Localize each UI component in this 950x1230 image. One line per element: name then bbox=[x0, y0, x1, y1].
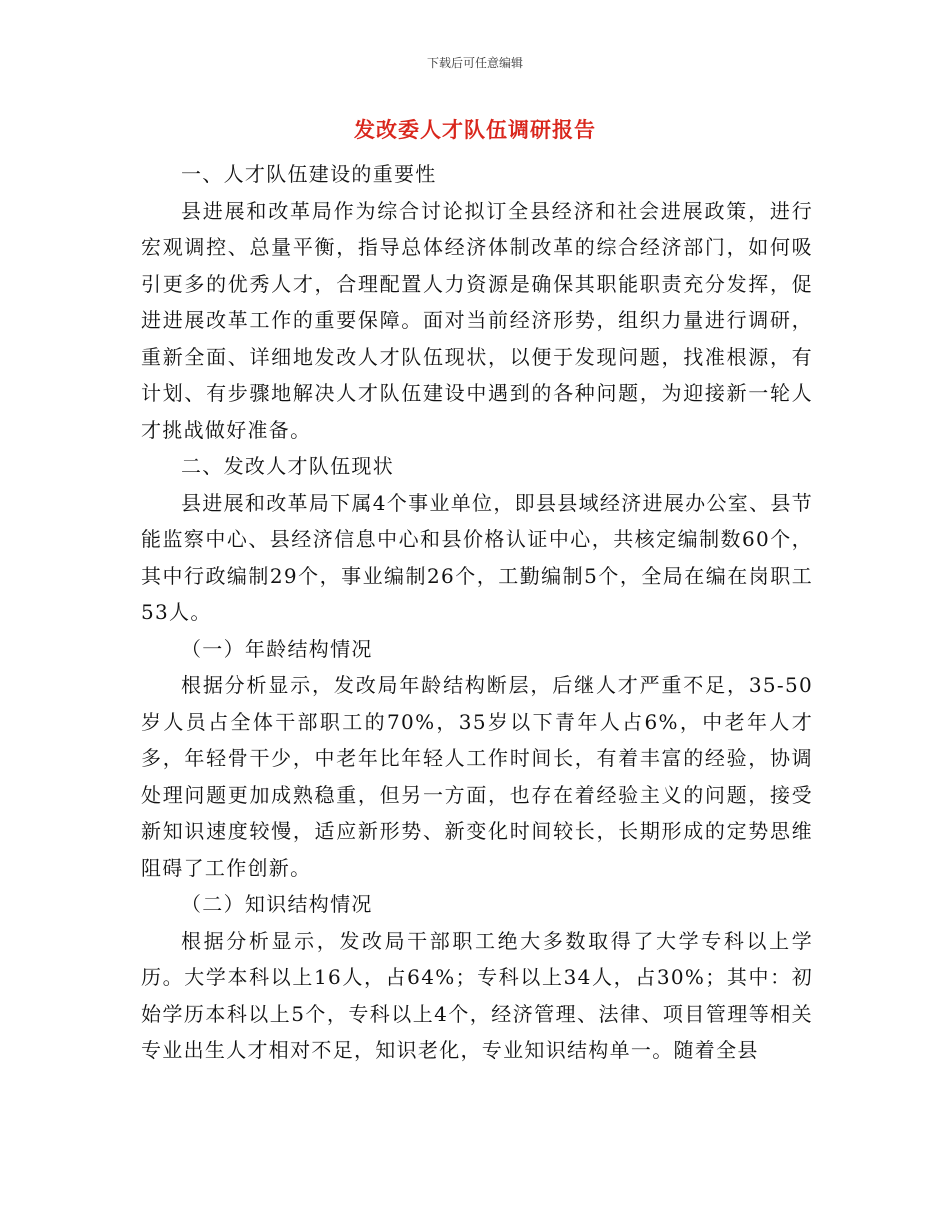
paragraph-4: 根据分析显示，发改局干部职工绝大多数取得了大学专科以上学历。大学本科以上16人，占64%；专科以上34人，占30%；其中：初始学历本科以上5个，专科以上4个，经济管理、法律、项目管理等相关专业出生人才相对不足，知识老化，专业知识结构单一。随着全县 bbox=[141, 928, 813, 1062]
document-body bbox=[141, 156, 813, 1069]
document-title: 发改委人才队伍调研报告 bbox=[354, 118, 596, 142]
subsection-heading-2: （二）知识结构情况 bbox=[181, 892, 373, 916]
section-heading-2: 二、发改人才队伍现状 bbox=[181, 454, 394, 478]
section-heading-1: 一、人才队伍建设的重要性 bbox=[181, 162, 437, 186]
paragraph-3: 根据分析显示，发改局年龄结构断层，后继人才严重不足，35-50岁人员占全体干部职工的70%，35岁以下青年人占6%，中老年人才多，年轻骨干少，中老年比年轻人工作时间长，有着丰富的经验，协调处理问题更加成熟稳重，但另一方面，也存在着经验主义的问题，接受新知识速度较慢，适应新形势、新变化时间较长，长期形成的定势思维阻碍了工作创新。 bbox=[141, 673, 813, 880]
subsection-heading-1: （一）年龄结构情况 bbox=[181, 636, 373, 661]
paragraph-1: 县进展和改革局作为综合讨论拟订全县经济和社会进展政策，进行宏观调控、总量平衡，指导总体经济体制改革的综合经济部门，如何吸引更多的优秀人才，合理配置人力资源是确保其职能职责充分发挥，促进进展改革工作的重要保障。面对当前经济形势，组织力量进行调研，重新全面、详细地发改人才队伍现状，以便于发现问题，找准根源，有计划、有步骤地解决人才队伍建设中遇到的各种问题，为迎接新一轮人才挑战做好准备。 bbox=[141, 198, 813, 442]
paragraph-2: 县进展和改革局下属4个事业单位，即县县域经济进展办公室、县节能监察中心、县经济信息中心和县价格认证中心，共核定编制数60个，其中行政编制29个，事业编制26个，工勤编制5个，全局在编在岗职工53人。 bbox=[141, 490, 813, 624]
download-note: 下载后可任意编辑 bbox=[426, 56, 523, 70]
